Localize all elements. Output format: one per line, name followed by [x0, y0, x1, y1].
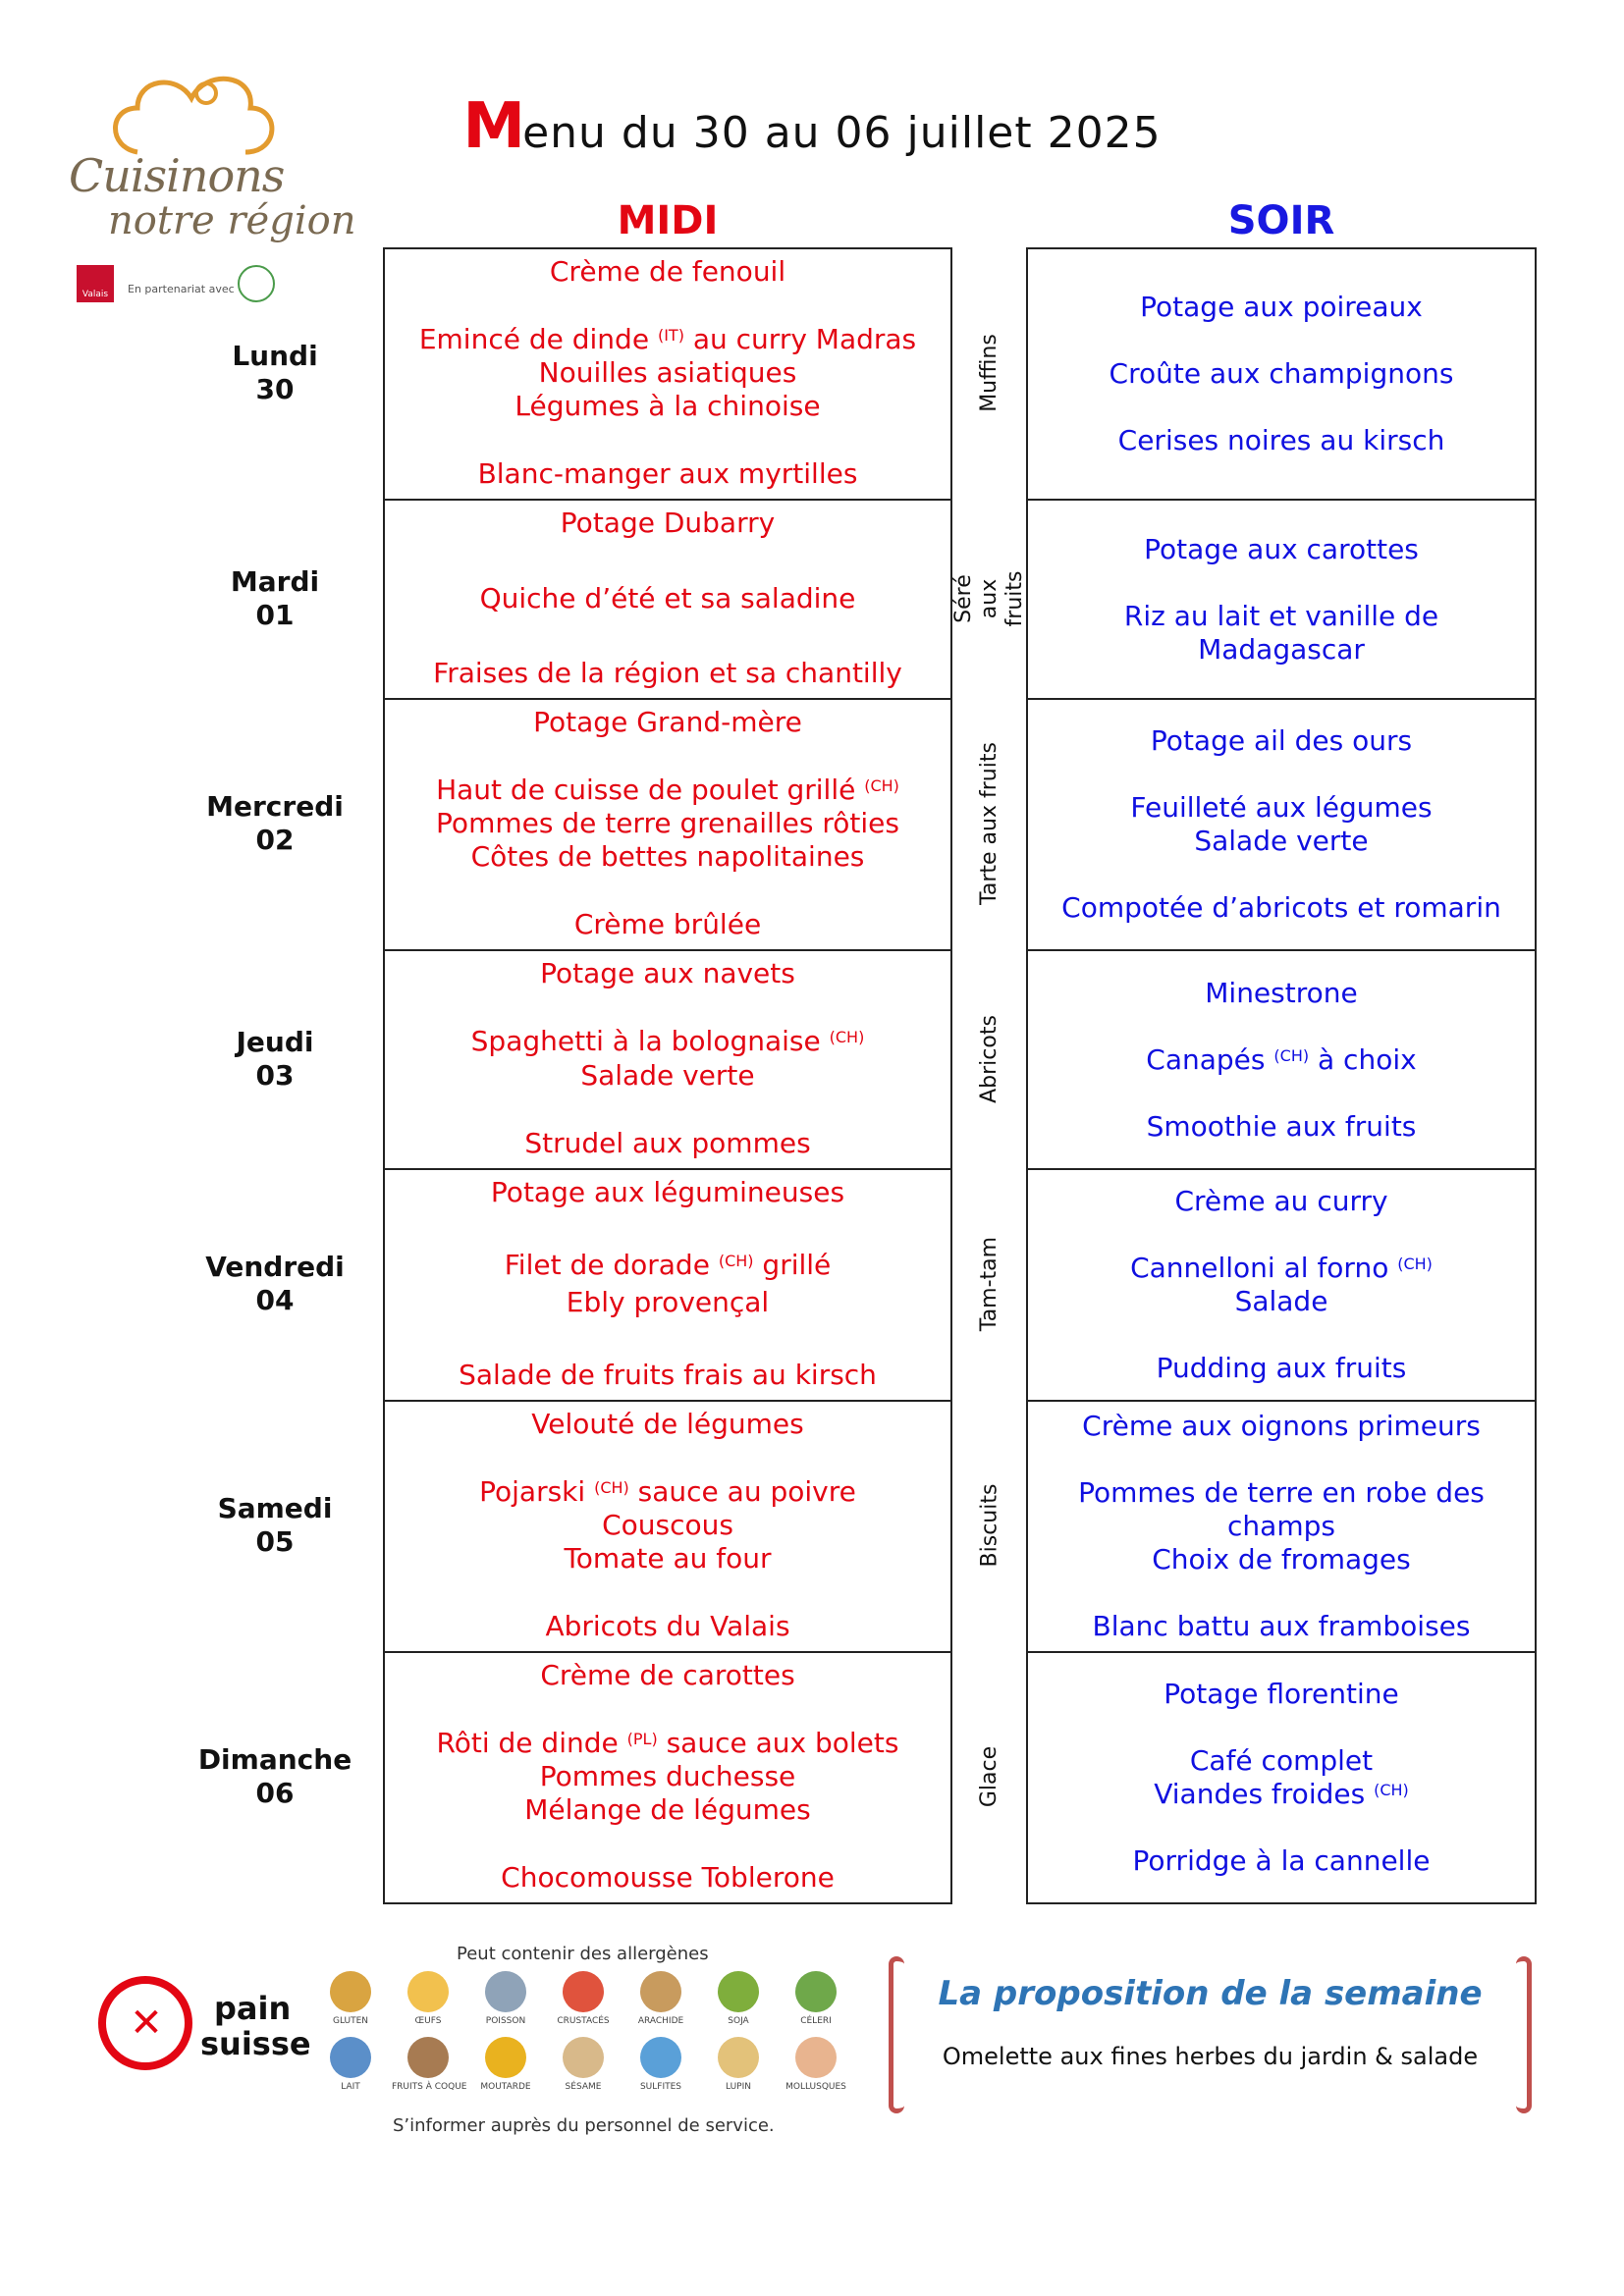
midi-dish: Haut de cuisse de poulet grillé $^{(CH)}$ [436, 773, 899, 806]
allergen-item [314, 2037, 387, 2092]
day-label [177, 1026, 373, 1093]
soir-table [1026, 247, 1537, 1904]
day-name: Jeudi [236, 1025, 314, 1058]
day-number: 30 [255, 373, 295, 405]
midi-dish: Pommes de terre grenailles rôties [436, 806, 899, 839]
midi-cell [385, 951, 950, 1170]
day-number: 01 [255, 598, 295, 631]
soir-cell [1028, 1170, 1535, 1402]
midi-dish: Mélange de légumes [524, 1793, 811, 1827]
lupin-icon [718, 2037, 759, 2078]
soir-cell [1028, 501, 1535, 700]
day-name: Mercredi [206, 790, 344, 823]
midi-dish: Spaghetti à la bolognaise $^{(CH)}$ [470, 1025, 865, 1058]
soir-cell [1028, 700, 1535, 951]
midi-cell [385, 249, 950, 501]
midi-dish: Strudel aux pommes [524, 1126, 811, 1159]
fish-icon [485, 1971, 526, 2012]
soir-dish: Potage ail des ours [1150, 724, 1413, 757]
midi-dish: Nouilles asiatiques [538, 355, 797, 389]
soir-dish: Feuilleté aux légumes [1130, 791, 1433, 824]
day-number: 04 [255, 1284, 295, 1316]
midi-cell [385, 1402, 950, 1653]
midi-dish: Ebly provençal [566, 1285, 770, 1318]
midi-cell [385, 1170, 950, 1402]
soir-dish: Crème au curry [1174, 1185, 1388, 1217]
midi-dish: Côtes de bettes napolitaines [470, 840, 865, 874]
midi-dish: Salade de fruits frais au kirsch [459, 1358, 877, 1391]
partner-text: En partenariat avec [128, 283, 235, 295]
soir-dish: champs [1227, 1510, 1335, 1542]
soir-cell [1028, 1402, 1535, 1653]
shell-icon [795, 2037, 837, 2078]
milk-icon [330, 2037, 371, 2078]
allergen-item [547, 1971, 620, 2026]
soir-dish: Cerises noires au kirsch [1117, 424, 1445, 456]
allergen-item [780, 1971, 852, 2026]
soir-cell [1028, 249, 1535, 501]
soir-dish: Potage aux carottes [1144, 532, 1419, 565]
soir-dish: Choix de fromages [1152, 1543, 1411, 1575]
weekly-proposal [889, 1956, 1532, 2113]
swiss-cross-icon: ✕ [130, 2001, 163, 2046]
allergen-label: CRUSTACÉS [557, 2016, 610, 2026]
soir-dish: Viandes froides $^{(CH)}$ [1154, 1778, 1409, 1810]
soir-dish: Madagascar [1198, 632, 1365, 666]
day-number: 03 [255, 1058, 295, 1092]
soir-dish: Potage aux poireaux [1140, 291, 1423, 323]
midi-dish: Rôti de dinde $^{(PL)}$ sauce aux bolets [436, 1726, 899, 1759]
allergen-item [547, 2037, 620, 2092]
midi-dish: Quiche d’été et sa saladine [479, 581, 856, 614]
day-label [177, 790, 373, 857]
midi-dish: Fraises de la région et sa chantilly [433, 657, 902, 689]
allergen-item [469, 1971, 542, 2026]
soir-cell [1028, 951, 1535, 1170]
allergen-item [469, 2037, 542, 2092]
logo-line1: Cuisinons [69, 149, 285, 202]
pain-word: pain [214, 1990, 292, 2027]
mustard-icon [485, 2037, 526, 2078]
crab-icon [563, 1971, 604, 2012]
midi-cell [385, 1653, 950, 1904]
allergen-label: LAIT [341, 2082, 360, 2092]
allergen-item [392, 2037, 467, 2092]
midi-dish: Crème brûlée [573, 907, 762, 940]
day-label [177, 565, 373, 632]
midi-dish: Crème de carottes [540, 1659, 795, 1691]
day-name: Samedi [217, 1492, 333, 1524]
allergen-label: SÉSAME [565, 2082, 602, 2092]
soir-dish: Blanc battu aux framboises [1092, 1610, 1471, 1642]
day-label [177, 1743, 373, 1810]
midi-dish: Velouté de légumes [531, 1408, 804, 1440]
pain-suisse-logo [98, 1968, 311, 2086]
soir-dish: Salade [1234, 1285, 1328, 1317]
allergen-label: ŒUFS [414, 2016, 442, 2026]
midi-dish: Emincé de dinde $^{(IT)}$ au curry Madras [418, 322, 917, 355]
logo-line2: notre région [108, 198, 356, 243]
allergen-label: ARACHIDE [637, 2016, 684, 2026]
midi-header: MIDI [617, 198, 719, 243]
soir-dish: Canapés $^{(CH)}$ à choix [1146, 1042, 1417, 1076]
allergen-label: CÉLERI [800, 2016, 832, 2026]
midi-dish: Potage aux légumineuses [490, 1176, 845, 1208]
sesame-icon [563, 2037, 604, 2078]
day-number: 02 [255, 824, 295, 856]
midi-cell [385, 501, 950, 700]
day-label [177, 1492, 373, 1559]
peanut-icon [640, 1971, 681, 2012]
midi-dish: Pojarski $^{(CH)}$ sauce au poivre [479, 1474, 856, 1508]
snack-label: Tarte aux fruits [977, 742, 1002, 905]
soir-dish: Compotée d’abricots et romarin [1061, 891, 1501, 924]
day-number: 05 [255, 1525, 295, 1558]
allergen-label: MOUTARDE [480, 2082, 531, 2092]
celery-icon [795, 1971, 837, 2012]
soir-dish: Café complet [1189, 1744, 1374, 1777]
midi-dish: Couscous [602, 1508, 733, 1541]
soir-dish: Crème aux oignons primeurs [1082, 1410, 1481, 1442]
midi-dish: Tomate au four [564, 1542, 772, 1575]
soir-header: SOIR [1227, 198, 1335, 243]
proposal-title: La proposition de la semaine [938, 1974, 1483, 2013]
snack-label: Muffins [977, 334, 1002, 412]
snack-label: Abricots [977, 1014, 1002, 1103]
midi-dish: Chocomousse Toblerone [501, 1860, 835, 1894]
day-name: Dimanche [197, 1743, 352, 1776]
nut-icon [407, 2037, 449, 2078]
day-name: Vendredi [205, 1251, 345, 1283]
midi-dish: Blanc-manger aux myrtilles [477, 456, 858, 490]
soir-dish: Minestrone [1205, 976, 1358, 1009]
soir-dish: Pommes de terre en robe des [1078, 1476, 1485, 1509]
midi-dish: Légumes à la chinoise [514, 390, 821, 423]
snack-label: Séré aux fruits [951, 570, 1027, 626]
suisse-word: suisse [200, 2025, 311, 2062]
allergen-item [624, 1971, 697, 2026]
midi-dish: Crème de fenouil [549, 255, 786, 288]
midi-dish: Pommes duchesse [539, 1759, 796, 1792]
page-title: Menu du 30 au 06 juillet 2025 [462, 90, 1162, 163]
soir-dish: Pudding aux fruits [1156, 1352, 1407, 1384]
midi-dish: Potage Grand-mère [533, 706, 802, 738]
allergen-label: MOLLUSQUES [785, 2082, 846, 2092]
midi-dish: Potage aux navets [540, 957, 795, 989]
midi-dish: Filet de dorade $^{(CH)}$ grillé [504, 1249, 832, 1282]
allergen-item [624, 2037, 697, 2092]
allergen-label: GLUTEN [332, 2016, 369, 2026]
day-label [177, 1251, 373, 1317]
swiss-leaf-icon [238, 265, 275, 302]
flask-icon [640, 2037, 681, 2078]
day-label [177, 340, 373, 406]
proposal-text: Omelette aux fines herbes du jardin & salade [942, 2043, 1479, 2070]
allergen-item [702, 2037, 775, 2092]
soir-dish: Smoothie aux fruits [1146, 1109, 1417, 1143]
egg-icon [407, 1971, 449, 2012]
allergen-item [702, 1971, 775, 2026]
allergens-note: S’informer auprès du personnel de service. [393, 2115, 775, 2136]
soir-cell [1028, 1653, 1535, 1904]
allergen-item [314, 1971, 387, 2026]
allergen-label: FRUITS À COQUE [392, 2082, 467, 2092]
midi-dish: Abricots du Valais [545, 1609, 790, 1642]
allergen-label: POISSON [485, 2016, 526, 2026]
day-name: Mardi [230, 564, 320, 598]
soir-dish: Croûte aux champignons [1109, 357, 1454, 390]
snack-label: Biscuits [977, 1483, 1001, 1568]
allergen-label: LUPIN [726, 2082, 751, 2092]
allergens-block [314, 1944, 844, 2140]
midi-table [383, 247, 952, 1904]
snack-label: Glace [977, 1745, 1001, 1808]
soir-dish: Porridge à la cannelle [1132, 1844, 1431, 1877]
soir-dish: Salade verte [1194, 825, 1369, 857]
snack-label: Tam-tam [977, 1236, 1001, 1332]
midi-dish: Salade verte [580, 1058, 755, 1092]
valais-badge: Valais [77, 265, 114, 302]
allergen-item [392, 1971, 464, 2026]
soir-dish: Potage florentine [1164, 1678, 1399, 1710]
allergen-label: SOJA [728, 2016, 749, 2026]
soir-dish: Cannelloni al forno $^{(CH)}$ [1130, 1252, 1433, 1284]
allergens-title: Peut contenir des allergènes [457, 1944, 709, 1964]
allergen-item [780, 2037, 852, 2092]
allergen-label: SULFITES [639, 2082, 682, 2092]
soir-dish: Riz au lait et vanille de [1123, 599, 1439, 632]
day-number: 06 [255, 1777, 295, 1809]
day-name: Lundi [232, 340, 318, 372]
soy-icon [718, 1971, 759, 2012]
wheat-icon [330, 1971, 371, 2012]
midi-cell [385, 700, 950, 951]
midi-dish: Potage Dubarry [560, 507, 776, 539]
